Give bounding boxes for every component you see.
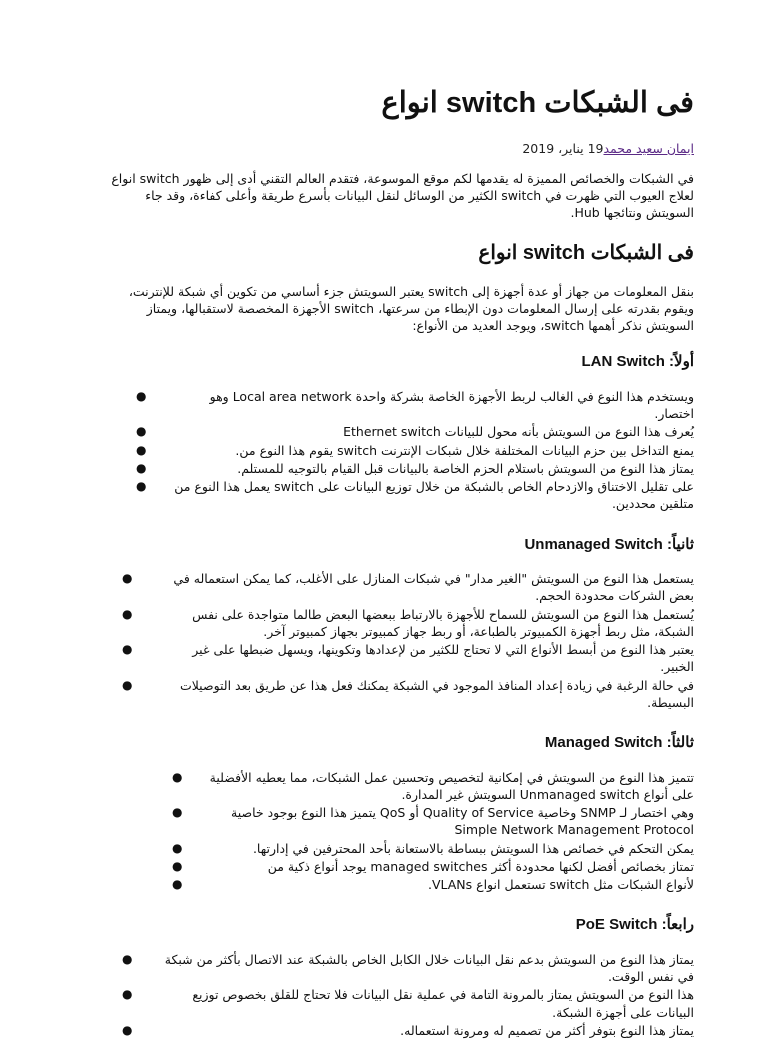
list-item: ● ويستخدم هذا النوع في الغالب لربط الأجهزة الخاصة بشركة واحدة Local area network وهو اختصار. — [136, 388, 694, 422]
list-item: ● يمتاز هذا النوع من السويتش باستلام الحزم الخاصة بالبيانات قبل القيام بالتوجيه للمستلم. — [136, 460, 694, 476]
bullet-icon: ● — [172, 858, 183, 873]
bullet-icon: ● — [136, 442, 147, 457]
article-meta — [110, 141, 694, 156]
poe-switch-list — [110, 951, 694, 1039]
bullet-icon: ● — [136, 424, 147, 439]
bullet-icon: ● — [172, 840, 183, 855]
bullet-icon: ● — [122, 642, 133, 657]
section-heading-unmanaged: ثانياً: Unmanaged Switch — [524, 535, 694, 553]
bullet-icon: ● — [172, 877, 183, 892]
list-item: ● يمكن التحكم في خصائص هذا السويتش ببساطة بالاستعانة بأحد المحترفين في إدارتها. — [172, 840, 694, 856]
section-title: فى الشبكات switch انواع — [478, 241, 694, 264]
intro-paragraph: في الشبكات والخصائص المميزة له يقدمها لكم موقع الموسوعة، فتقدم العالم التقني أدى إلى ظهور switch انواع لعلاج العيوب التي ظهرت في switch الكثير من الوسائل لنقل البيانات بأسرع طريقة وأعلى كفاءة، وقد جاء السويتش ونتائجها Hub. — [111, 170, 694, 221]
list-item: ● في حالة الرغبة في زيادة إعداد المنافذ الموجود في الشبكة يمكنك فعل هذا عن طريق بعد التوصيلات البسيطة. — [122, 677, 694, 710]
unmanaged-switch-list — [110, 570, 694, 711]
article — [110, 86, 694, 1061]
bullet-icon: ● — [122, 606, 133, 621]
list-item: ● هذا النوع من السويتش يمتاز بالمرونة التامة في عملية نقل البيانات فلا تحتاج للقلق بخصوص توزيع البيانات على أجهزة الشبكة. — [122, 987, 694, 1020]
bullet-icon: ● — [172, 805, 183, 820]
bullet-icon: ● — [122, 571, 133, 586]
bullet-icon: ● — [172, 769, 183, 784]
publish-date: 19 يناير، 2019 — [522, 140, 604, 156]
list-item: ● يمتاز هذا النوع بتوفر أكثر من تصميم له ومرونة استعماله. — [122, 1022, 694, 1038]
list-item: ● يعتبر هذا النوع من أبسط الأنواع التي لا تحتاج للكثير من لإعدادها وتكوينها، ويسهل ضبطها على غير الخبير. — [122, 642, 694, 675]
bullet-icon: ● — [122, 677, 133, 692]
bullet-icon: ● — [136, 479, 147, 494]
section-heading-managed: ثالثاً: Managed Switch — [544, 734, 694, 752]
managed-switch-list — [110, 769, 694, 894]
bullet-icon: ● — [136, 388, 147, 403]
list-item: ● يمنع التداخل بين حزم البيانات المختلفة خلال شبكات الإنترنت switch يقوم هذا النوع من. — [136, 442, 694, 458]
list-item: ● وهي اختصار لـ SNMP وخاصية Quality of Service أو QoS يتميز هذا النوع بوجود خاصية Simple Network Management Protocol — [172, 805, 694, 838]
section-heading-lan: أولاً: LAN Switch — [581, 353, 694, 371]
section-paragraph: بنقل المعلومات من جهاز أو عدة أجهزة إلى switch يعتبر السويتش جزء أساسي من تكوين أي شبكة للإنترنت، ويقوم بقدرته على إرسال المعلومات دون الإبطاء من سرعتها، switch الأجهزة المخصصة لاستقبالها، ويمتاز السويتش نذكر أهمها switch، ويوجد العديد من الأنواع: — [128, 283, 694, 334]
list-item: ● يُستعمل هذا النوع من السويتش للسماح للأجهزة بالارتباط ببعضها البعض طالما متواجدة على نفس الشبكة، مثل ربط أجهزة الكمبيوتر بالطباعة، أو ربط جهاز كمبيوتر بجهاز كمبيوتر آخر. — [122, 606, 694, 639]
list-item: ● يمتاز هذا النوع من السويتش بدعم نقل البيانات خلال الكابل الخاص بالشبكة عند الاتصال بأكثر من شبكة في نفس الوقت. — [122, 951, 694, 985]
bullet-icon: ● — [136, 460, 147, 475]
bullet-icon: ● — [122, 1022, 133, 1037]
author-link[interactable]: ايمان سعيد محمد — [603, 140, 694, 156]
section-heading-poe: رابعاً: PoE Switch — [575, 916, 694, 934]
list-item: ● تتميز هذا النوع من السويتش في إمكانية لتخصيص وتحسين عمل الشبكات، مما يعطيه الأفضلية على أنواع Unmanaged switch السويتش غير المدارة. — [172, 769, 694, 802]
list-item: ● تمتاز بخصائص أفضل لكنها محدودة أكثر managed switches يوجد أنواع ذكية من — [172, 858, 694, 874]
page-title: فى الشبكات switch انواع — [381, 87, 694, 119]
list-item: ● يستعمل هذا النوع من السويتش "الغير مدار" في شبكات المنازل على الأغلب، كما يمكن استعماله في بعض الشركات محدودة الحجم. — [122, 571, 694, 604]
bullet-icon: ● — [122, 951, 133, 966]
lan-switch-list — [110, 388, 694, 513]
list-item: ● يُعرف هذا النوع من السويتش بأنه محول للبيانات Ethernet switch — [136, 424, 694, 440]
list-item: ● لأنواع الشبكات مثل switch تستعمل انواع VLANs. — [172, 877, 694, 893]
list-item: ● على تقليل الاختناق والازدحام الخاص بالشبكة من خلال توزيع البيانات على switch يعمل هذا النوع من متلقين محددين. — [136, 479, 694, 512]
bullet-icon: ● — [122, 987, 133, 1002]
